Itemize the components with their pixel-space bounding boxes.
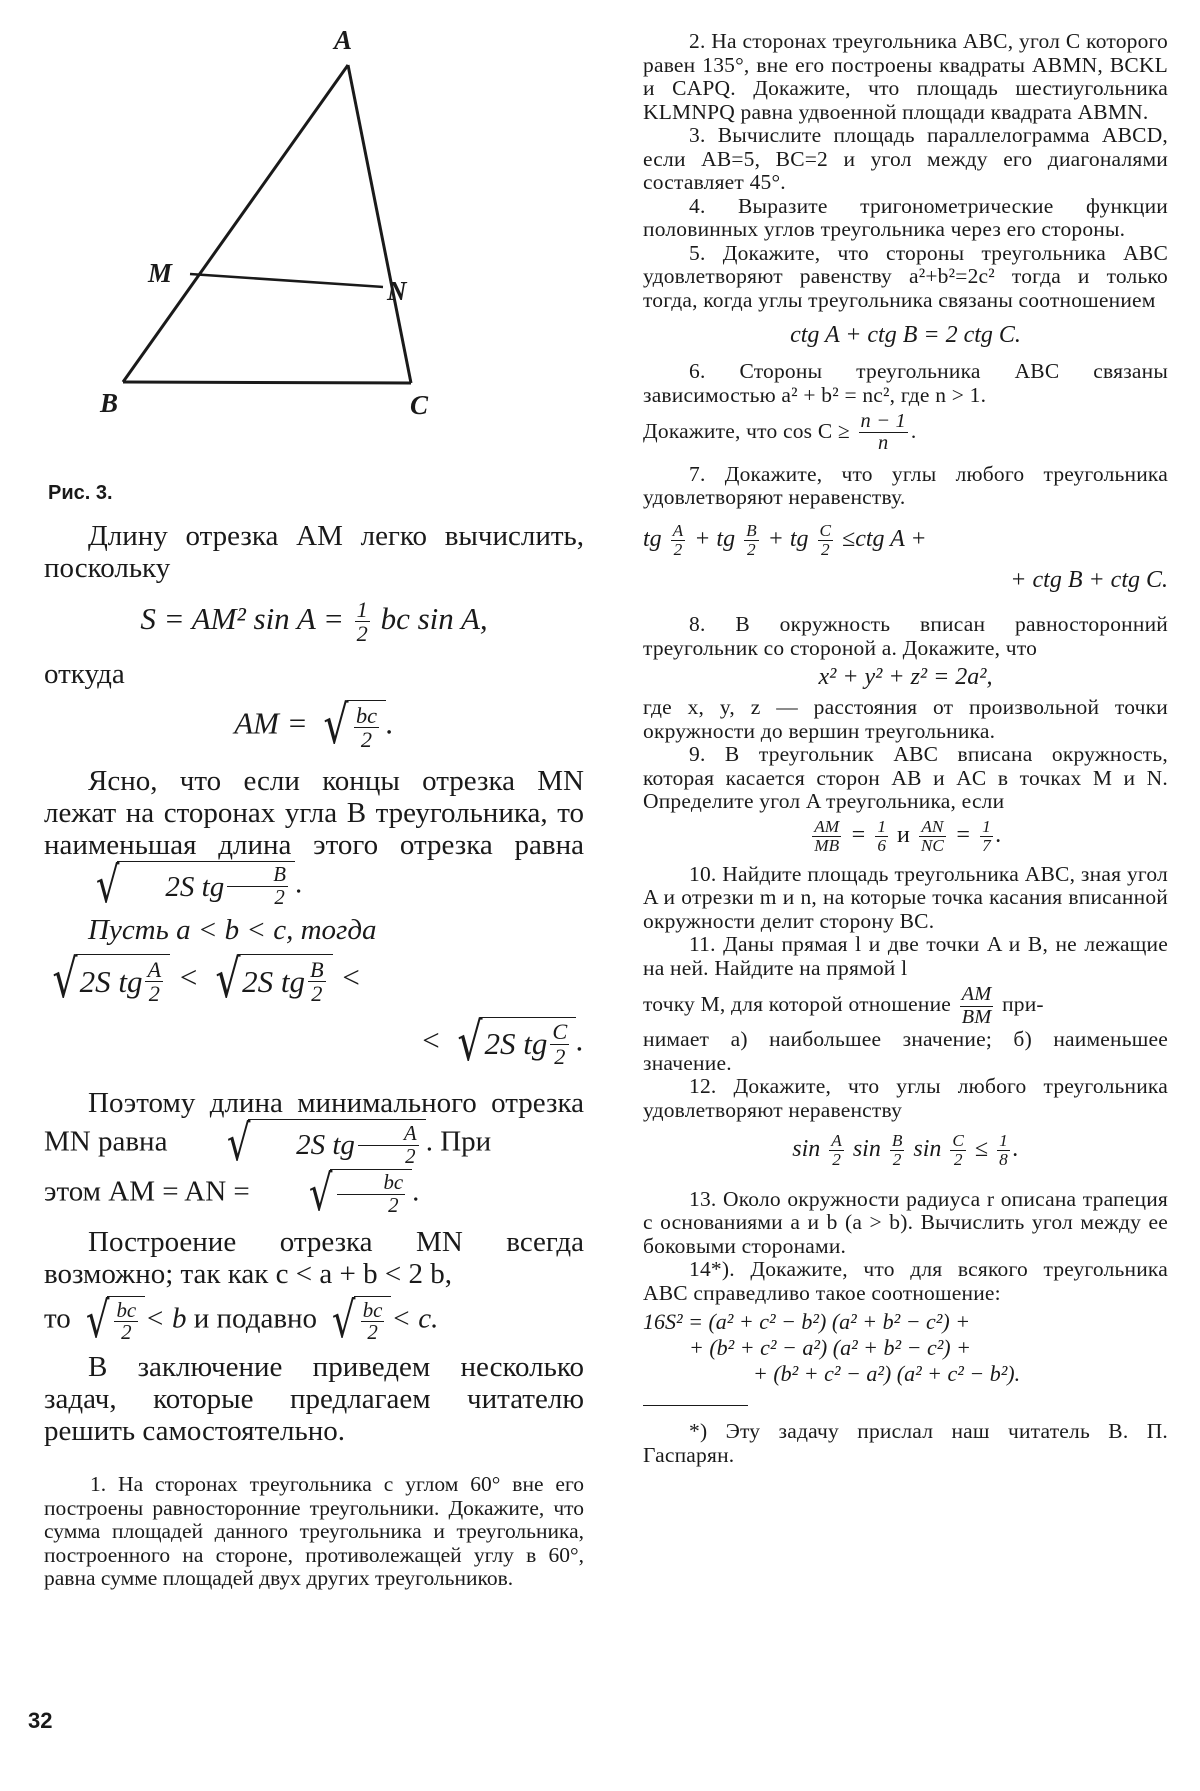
paragraph-let: Пусть a < b < c, тогда <box>88 913 377 946</box>
footnote: *) Эту задачу прислал наш читатель В. П. Гаспарян. <box>643 1419 1168 1467</box>
paragraph-mn-ends: Ясно, что если концы отрезка MN лежат на сторонах угла B треугольника, то наименьшая длина этого отрезка равна √ 2S tg $\frac{B}{2}$ . <box>44 764 584 914</box>
side-bc <box>123 382 411 383</box>
label-a: A <box>334 25 353 55</box>
problem-6: 6. Стороны треугольника ABC связаны зависимостью a² + b² = nc², где n > 1. <box>643 359 1168 407</box>
problem-7: 7. Докажите, что углы любого треугольника удовлетворяют неравенству. <box>643 461 1168 510</box>
side-ac <box>348 65 411 383</box>
problem-6-formula: Докажите, что cos C ≥ $\frac{n - 1}{n}$ . <box>643 410 917 455</box>
formula-am-sqrt: √ $\frac{bc}{2}$ <box>315 700 386 753</box>
figure-caption: Рис. 3. <box>48 482 113 504</box>
footnote-rule <box>643 1405 748 1406</box>
problem-13: 13. Около окружности радиуса r описана трапеция с основаниями a и b (a > b). Вычислить угол между ее боковыми сторонами. <box>643 1186 1168 1258</box>
right-column <box>643 30 1168 1467</box>
problem-10: 10. Найдите площадь треугольника ABC, зная угол A и отрезки m и n, на которые точка касания вписанной окружности делит сторону BC. <box>643 861 1168 933</box>
problem-12-formula: sin $\frac{A}{2}$ sin $\frac{B}{2}$ sin $\frac{C}{2}$ ≤ $\frac{1}{8}$ . <box>792 1131 1019 1170</box>
problem-12: 12. Докажите, что углы любого треугольника удовлетворяют неравенству <box>643 1074 1168 1122</box>
problem-11-formula: точку M, для которой отношение $\frac{AM}{BM}$ при- <box>643 983 1044 1028</box>
paragraph-construction: Построение отрезка MN всегда возможно; так как c < a + b < 2 b, <box>44 1225 584 1290</box>
problem-1: 1. На сторонах треугольника с углом 60° вне его построены равносторонние треугольники. Докажите, что сумма площадей данного треугольника и треугольника, построенного на стороне, противолежащей углу в 60°, равна сумме площадей двух других треугольников. <box>44 1472 584 1591</box>
problem-5: 5. Докажите, что стороны треугольника ABC удовлетворяют равенству a²+b²=2c² тогда и только тогда, когда углы треугольника связаны соотношением <box>643 240 1168 312</box>
problem-8-formula: x² + y² + z² = 2a², <box>818 664 993 691</box>
formula-area-lhs: S = AM² sin A = <box>140 601 344 637</box>
figure-triangle <box>44 20 584 510</box>
problem-11-tail: нимает а) наибольшее значение; б) наименьшее значение. <box>643 1027 1168 1075</box>
page-number: 32 <box>28 1708 53 1733</box>
formula-min-length: √ 2S tg $\frac{B}{2}$ <box>44 861 295 910</box>
formula-area-frac: $\frac{1}{2}$ <box>356 597 368 647</box>
segment-mn <box>190 274 383 287</box>
problem-5-formula: ctg A + ctg B = 2 ctg C. <box>790 322 1021 348</box>
label-m: M <box>148 258 173 288</box>
problem-14: 14*). Докажите, что для всякого треугольника ABC справедливо такое соотношение: <box>643 1257 1168 1305</box>
problem-7-formula: tg $\frac{A}{2}$ + tg $\frac{B}{2}$ + tg $\frac{C}{2}$ ≤ctg A + + ctg B + ctg C. <box>643 520 1168 594</box>
formula-inequality-line1: √ 2S tg $\frac{A}{2}$ < √ 2S tg $\frac{B}{2}$ < <box>52 948 362 1010</box>
problem-3: 3. Вычислите площадь параллелограмма ABCD, если AB=5, BC=2 и угол между его диагоналями составляет 45°. <box>643 123 1168 194</box>
formula-area <box>44 598 584 646</box>
problem-11: 11. Даны прямая l и две точки A и B, не лежащие на ней. Найдите на прямой l <box>643 932 1168 980</box>
formula-inequality <box>44 948 584 1073</box>
paragraph-whence: откуда <box>44 657 125 690</box>
problem-8: 8. В окружность вписан равносторонний треугольник со стороной a. Докажите, что <box>643 612 1168 660</box>
triangle-diagram <box>44 20 584 480</box>
formula-area-rhs: bc sin A, <box>380 601 488 637</box>
paragraph-construction-formula: то √ $\frac{bc}{2}$ < b и подавно √ $\frac{bc}{2}$ < c. <box>44 1290 439 1349</box>
label-n: N <box>387 276 407 306</box>
problem-2: 2. На сторонах треугольника ABC, угол C которого равен 135°, вне его построены квадраты ABMN, BCKL и CAPQ. Докажите, что площадь шестиугольника KLMNPQ равна удвоенной площади квадрата ABMN. <box>643 29 1168 124</box>
left-column <box>44 20 584 1591</box>
formula-inequality-line2: < √ 2S tg $\frac{C}{2}$ . <box>420 1011 584 1073</box>
paragraph-conclusion: В заключение приведем несколько задач, которые предлагаем читателю решить самостоятельно. <box>44 1351 584 1448</box>
problem-8-explanation: где x, y, z — расстояния от произвольной точки окружности до вершин треугольника. <box>643 695 1168 743</box>
side-ab <box>123 65 348 382</box>
label-b: B <box>100 388 119 418</box>
problem-9-formula: $\frac{AM}{MB}$ = $\frac{1}{6}$ и $\frac{AN}{NC}$ = $\frac{1}{7}$ . <box>814 816 1002 855</box>
problem-9: 9. В треугольник ABC вписана окружность, которая касается сторон AB и AC в точках M и N. Определите угол A треугольника, если <box>643 742 1168 814</box>
paragraph-am-length: Длину отрезка AM легко вычислить, поскольку <box>44 520 584 584</box>
label-c: C <box>410 390 429 420</box>
problem-14-formula: 16S² = (a² + c² − b²) (a² + b² − c²) + + (b² + c² − a²) (a² + b² − c²) + + (b² + c² − a²) (a² + c² − b²). <box>643 1309 1021 1387</box>
formula-am: AM = √ $\frac{bc}{2}$ . <box>234 694 394 756</box>
paragraph-therefore: Поэтому длина минимального отрезка MN равна √ 2S tg $\frac{A}{2}$ . При этом AM = AN = √ $\frac{bc}{2}$ . <box>44 1087 584 1222</box>
problem-4: 4. Выразите тригонометрические функции половинных углов треугольника через его стороны. <box>643 193 1168 241</box>
